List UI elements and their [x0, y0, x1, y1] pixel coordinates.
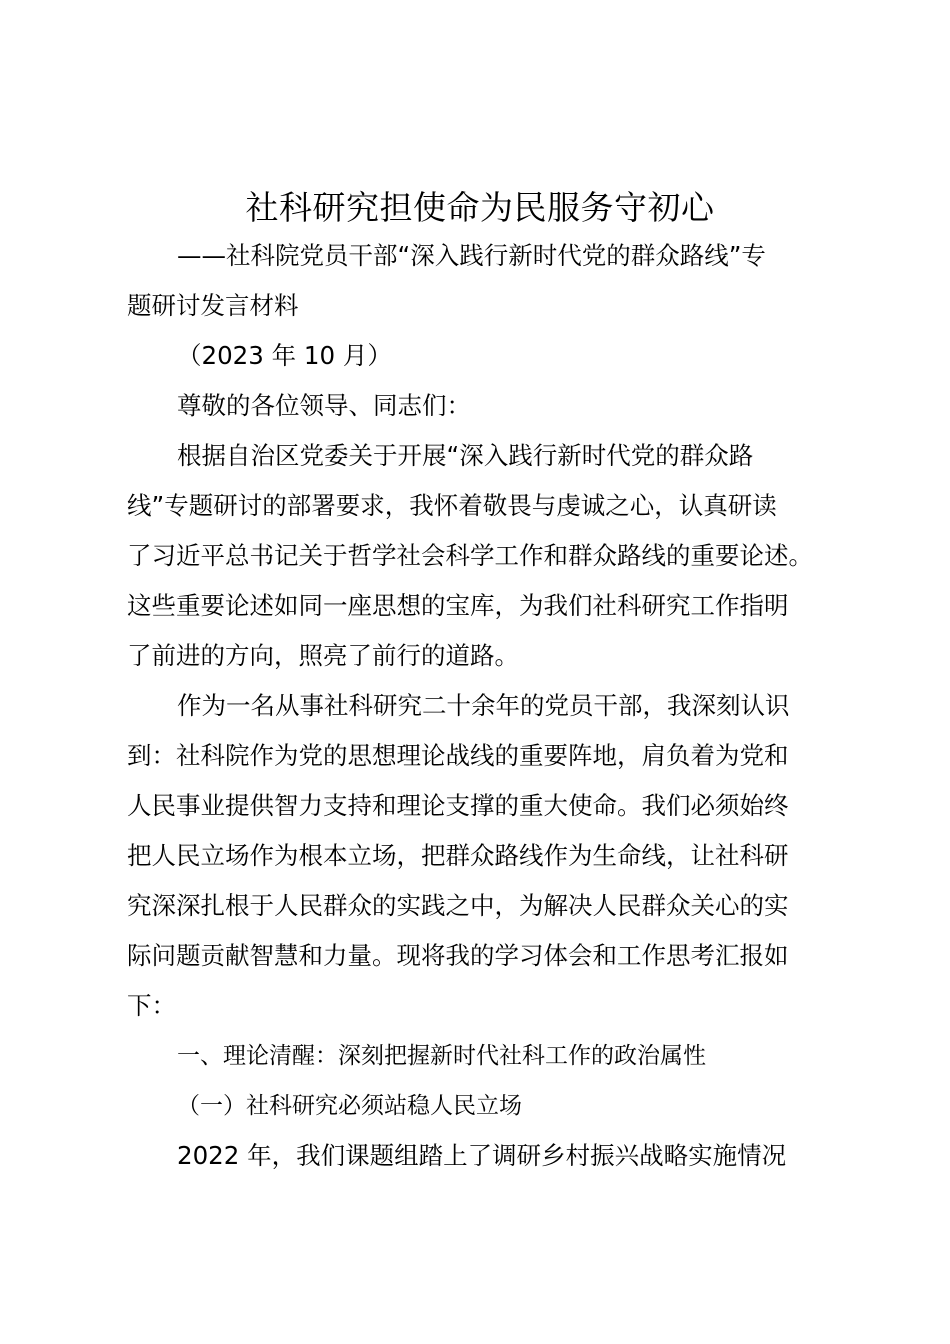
paragraph-1-line: 了前进的方向，照亮了前行的道路。	[127, 641, 519, 670]
paragraph-2-line: 把人民立场作为根本立场，把群众路线作为生命线，让社科研	[127, 841, 789, 870]
paragraph-3-line: 2022 年，我们课题组踏上了调研乡村振兴战略实施情况	[177, 1141, 787, 1170]
subtitle-line-1: ——社科院党员干部“深入践行新时代党的群众路线”专	[177, 241, 766, 270]
document-body	[127, 231, 839, 1181]
paragraph-2-line: 究深深扎根于人民群众的实践之中，为解决人民群众关心的实	[127, 891, 789, 920]
paragraph-1-line: 了习近平总书记关于哲学社会科学工作和群众路线的重要论述。	[127, 541, 813, 570]
subtitle-line-2: 题研讨发言材料	[127, 291, 299, 320]
paragraph-1-line: 这些重要论述如同一座思想的宝库，为我们社科研究工作指明	[127, 591, 789, 620]
paragraph-2-line: 作为一名从事社科研究二十余年的党员干部，我深刻认识	[177, 691, 790, 720]
paragraph-2-line: 下：	[127, 991, 176, 1020]
paragraph-1-line: 线”专题研讨的部署要求，我怀着敬畏与虔诚之心，认真研读	[127, 491, 777, 520]
paragraph-2-line: 人民事业提供智力支持和理论支撑的重大使命。我们必须始终	[127, 791, 789, 820]
paragraph-2-line: 到：社科院作为党的思想理论战线的重要阵地，肩负着为党和	[127, 741, 789, 770]
subsection-heading-1: （一）社科研究必须站稳人民立场	[177, 1093, 522, 1119]
paragraph-2-line: 际问题贡献智慧和力量。现将我的学习体会和工作思考汇报如	[127, 941, 789, 970]
document-title: 社科研究担使命为民服务守初心	[245, 188, 715, 227]
paragraph-1-line: 根据自治区党委关于开展“深入践行新时代党的群众路	[177, 441, 754, 470]
document-date: （2023 年 10 月）	[177, 341, 392, 370]
section-heading-1: 一、理论清醒：深刻把握新时代社科工作的政治属性	[177, 1043, 706, 1069]
salutation: 尊敬的各位领导、同志们：	[177, 391, 471, 420]
